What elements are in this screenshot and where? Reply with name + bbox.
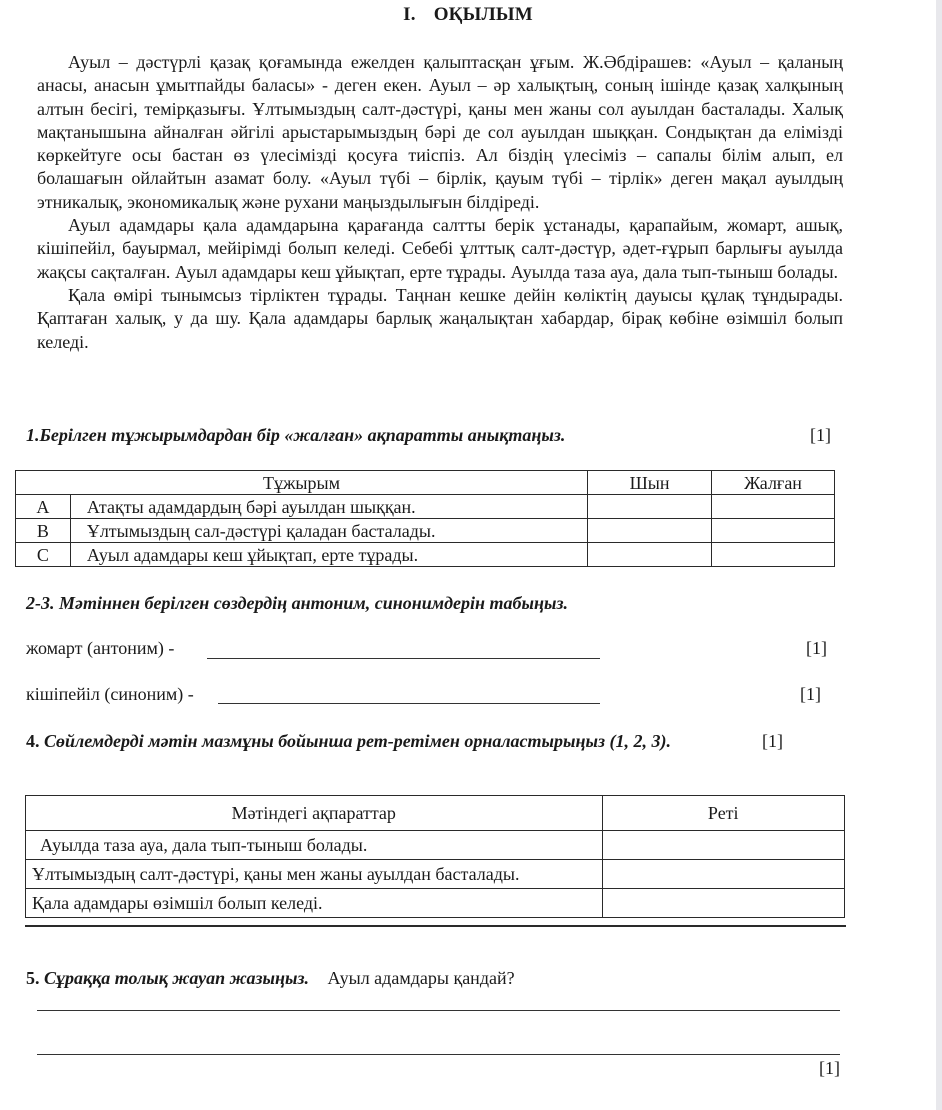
table-header-row — [26, 796, 845, 831]
row-info: Қала адамдары өзімшіл болып келеді. — [26, 889, 603, 918]
header-order: Реті — [602, 796, 845, 831]
answer-cell-true[interactable] — [587, 519, 711, 543]
header-statement: Тұжырым — [16, 471, 588, 495]
question-5-question: Ауыл адамдары қандай? — [327, 968, 515, 988]
section-number: I. — [403, 4, 416, 25]
row-letter: C — [16, 543, 71, 567]
question-1-title: 1.Берілген тұжырымдардан бір «жалған» ақпаратты анықтаңыз. — [26, 425, 566, 445]
reading-paragraph: Қала өмірі тынымсыз тірліктен тұрады. Таңнан кешке дейін көліктің дауысы құлақ тұндырады. Қаптаған халық, у да шу. Қала адамдары барлық жаңалықтан хабардар, бірақ көбіне өзімшіл болып келеді. — [37, 284, 843, 352]
header-info: Мәтіндегі ақпараттар — [26, 796, 603, 831]
order-answer-cell[interactable] — [602, 889, 845, 918]
synonym-mark: [1] — [800, 684, 821, 704]
table-row — [26, 860, 845, 889]
synonym-answer-line[interactable] — [218, 703, 600, 704]
reading-passage — [37, 51, 843, 354]
question-5-instruction: Сұраққа толық жауап жазыңыз. — [44, 968, 309, 988]
row-statement: Ауыл адамдары кеш ұйықтап, ерте тұрады. — [70, 543, 587, 567]
antonym-mark: [1] — [806, 638, 827, 658]
answer-cell-false[interactable] — [712, 519, 835, 543]
question-4-table — [25, 795, 845, 918]
answer-line-1[interactable] — [37, 1010, 840, 1011]
row-info: Ұлтымыздың салт-дәстүрі, қаны мен жаны ауылдан басталады. — [26, 860, 603, 889]
question-4-mark: [1] — [762, 731, 783, 751]
row-letter: B — [16, 519, 71, 543]
antonym-answer-line[interactable] — [207, 658, 600, 659]
antonym-label: жомарт (антоним) - — [26, 638, 175, 658]
table-bottom-rule — [25, 925, 846, 927]
reading-paragraph: Ауыл адамдары қала адамдарына қарағанда салтты берік ұстанады, қарапайым, жомарт, ашық, кішіпейіл, бауырмал, мейірімді болып келеді. Себебі ұлттық салт-дәстүр, әдет-ғұрып барлығы ауылда жақсы сақталған. Ауыл адамдары кеш ұйықтап, ерте тұрады. Ауылда таза ауа, дала тып-тыныш болады. — [37, 215, 843, 282]
answer-cell-false[interactable] — [712, 495, 835, 519]
header-true: Шын — [587, 471, 711, 495]
section-title — [0, 4, 936, 26]
answer-cell-true[interactable] — [587, 543, 711, 567]
row-info: Ауылда таза ауа, дала тып-тыныш болады. — [26, 831, 603, 860]
table-row — [16, 519, 835, 543]
question-5-title — [26, 968, 515, 989]
question-4-text: Сөйлемдерді мәтін мазмұны бойынша рет-ретімен орналастырыңыз (1, 2, 3). — [44, 731, 672, 751]
table-row — [16, 495, 835, 519]
question-5-number: 5. — [26, 968, 40, 988]
table-row — [16, 543, 835, 567]
question-4-title — [26, 731, 671, 752]
scrollbar-track[interactable] — [936, 0, 942, 1110]
answer-cell-false[interactable] — [712, 543, 835, 567]
order-answer-cell[interactable] — [602, 831, 845, 860]
table-header-row — [16, 471, 835, 495]
table-row — [26, 831, 845, 860]
section-title-text: ОҚЫЛЫМ — [433, 4, 533, 25]
answer-line-2[interactable] — [37, 1054, 840, 1055]
question-1-mark: [1] — [810, 425, 831, 445]
table-row — [26, 889, 845, 918]
reading-paragraph: Ауыл – дәстүрлі қазақ қоғамында ежелден қалыптасқан ұғым. Ж.Әбдірашев: «Ауыл – қаланың анасы, анасын ұмытпайды баласы» - деген екен. Ауыл – әр халықтың, соның ішінде қазақ халқының алтын бесігі, темірқазығы. Ұлтымыздың салт-дәстүрі, қаны мен жаны сол ауылдан басталады. Халық мақтанышына айналған әйгілі арыстарымыздың бәрі де сол ауылдан шыққан. Сондықтан да елімізді көркейтуге осы бастан өз үлесімізді қосуға тиіспіз. Ал біздің үлесіміз – сапалы білім алып, ел болашағын ойлайтын азамат болу. «Ауыл түбі – бірлік, қауым түбі – тірлік» деген мақал ауылдың этникалық, экономикалық және рухани маңыздылығын білдіреді. — [37, 52, 843, 212]
row-letter: A — [16, 495, 71, 519]
row-statement: Ұлтымыздың сал-дәстүрі қаладан басталады. — [70, 519, 587, 543]
question-5-mark: [1] — [819, 1058, 840, 1078]
question-2-3-title: 2-3. Мәтіннен берілген сөздердің антоним, синонимдерін табыңыз. — [26, 593, 568, 613]
question-4-number: 4. — [26, 731, 40, 751]
row-statement: Атақты адамдардың бәрі ауылдан шыққан. — [70, 495, 587, 519]
question-1-table — [15, 470, 835, 567]
answer-cell-true[interactable] — [587, 495, 711, 519]
header-false: Жалған — [712, 471, 835, 495]
synonym-label: кішіпейіл (синоним) - — [26, 684, 194, 704]
order-answer-cell[interactable] — [602, 860, 845, 889]
